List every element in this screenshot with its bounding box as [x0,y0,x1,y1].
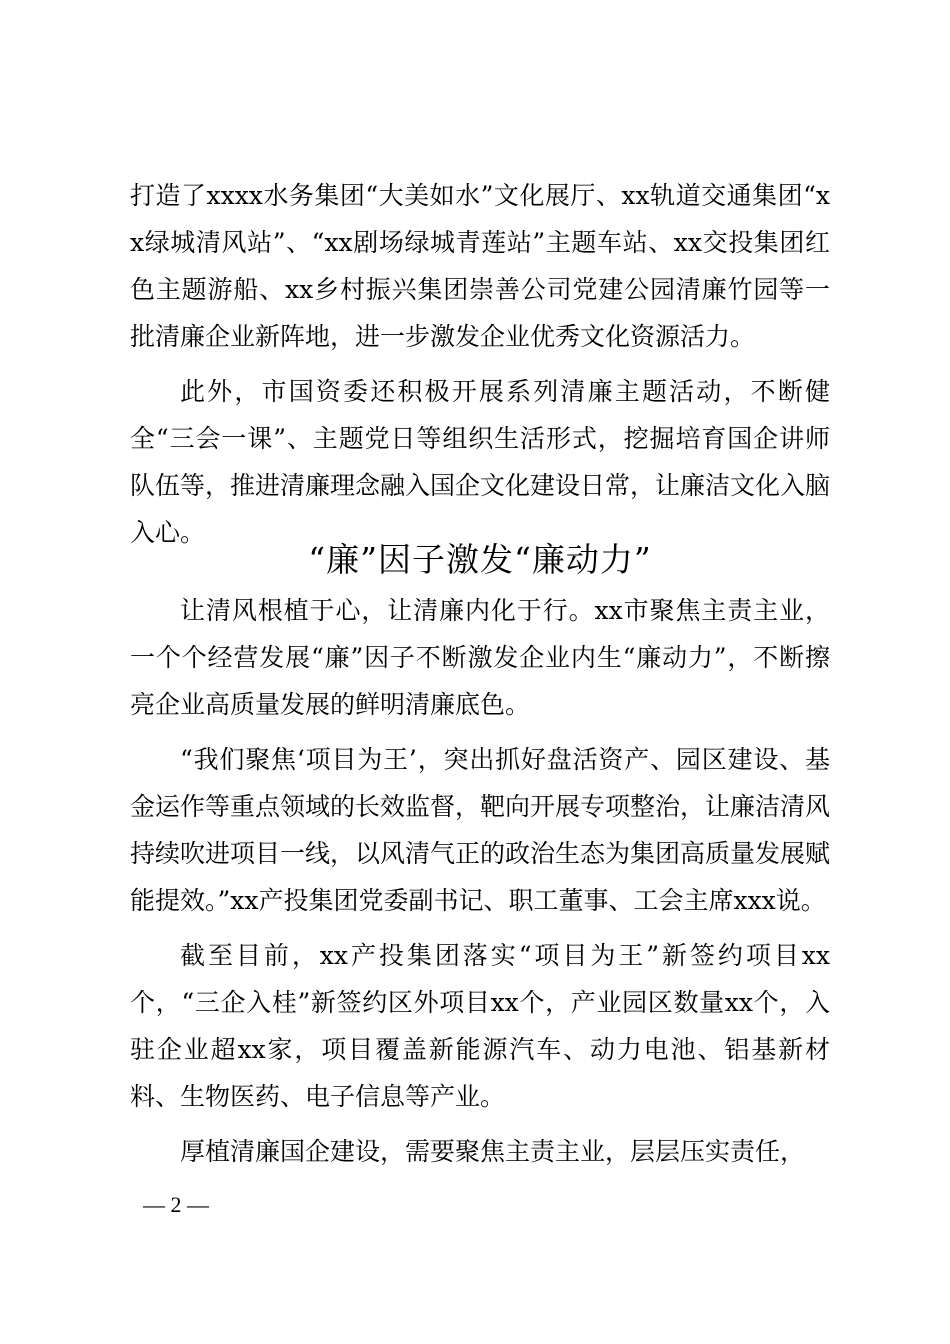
page-number: — 2 — [143,1192,209,1217]
paragraph-continuation: 打造了xxxx水务集团“大美如水”文化展厅、xx轨道交通集团“xx绿城清风站”、“xx剧场绿城青莲站”主题车站、xx交投集团红色主题游船、xx乡村振兴集团崇善公司党建公园清廉竹园等一批清廉企业新阵地，进一步激发企业优秀文化资源活力。 [130,181,830,351]
paragraph: 让清风根植于心，让清廉内化于行。xx市聚焦主责主业，一个个经营发展“廉”因子不断激发企业内生“廉动力”，不断擦亮企业高质量发展的鲜明清廉底色。 [130,596,830,719]
paragraph-partial: 厚植清廉国企建设，需要聚焦主责主业，层层压实责任， [180,1137,806,1166]
paragraph-quote: “我们聚焦‘项目为王’，突出抓好盘活资产、园区建设、基金运作等重点领域的长效监督，靶向开展专项整治，让廉洁清风持续吹进项目一线，以风清气正的政治生态为集团高质量发展赋能提效。”xx产投集团党委副书记、职工董事、工会主席xxx说。 [130,745,831,915]
intro-section [130,172,830,556]
paragraph: 此外，市国资委还积极开展系列清廉主题活动，不断健全“三会一课”、主题党日等组织生活形式，挖掘培育国企讲师队伍等，推进清廉理念融入国企文化建设日常，让廉洁文化入脑入心。 [130,377,831,547]
section-heading: “廉”因子激发“廉动力” [308,540,652,579]
main-section [130,587,830,1175]
paragraph: 截至目前，xx产投集团落实“项目为王”新签约项目xx个，“三企入桂”新签约区外项目xx个，产业园区数量xx个，入驻企业超xx家，项目覆盖新能源汽车、动力电池、铝基新材料、生物医药、电子信息等产业。 [130,941,830,1111]
